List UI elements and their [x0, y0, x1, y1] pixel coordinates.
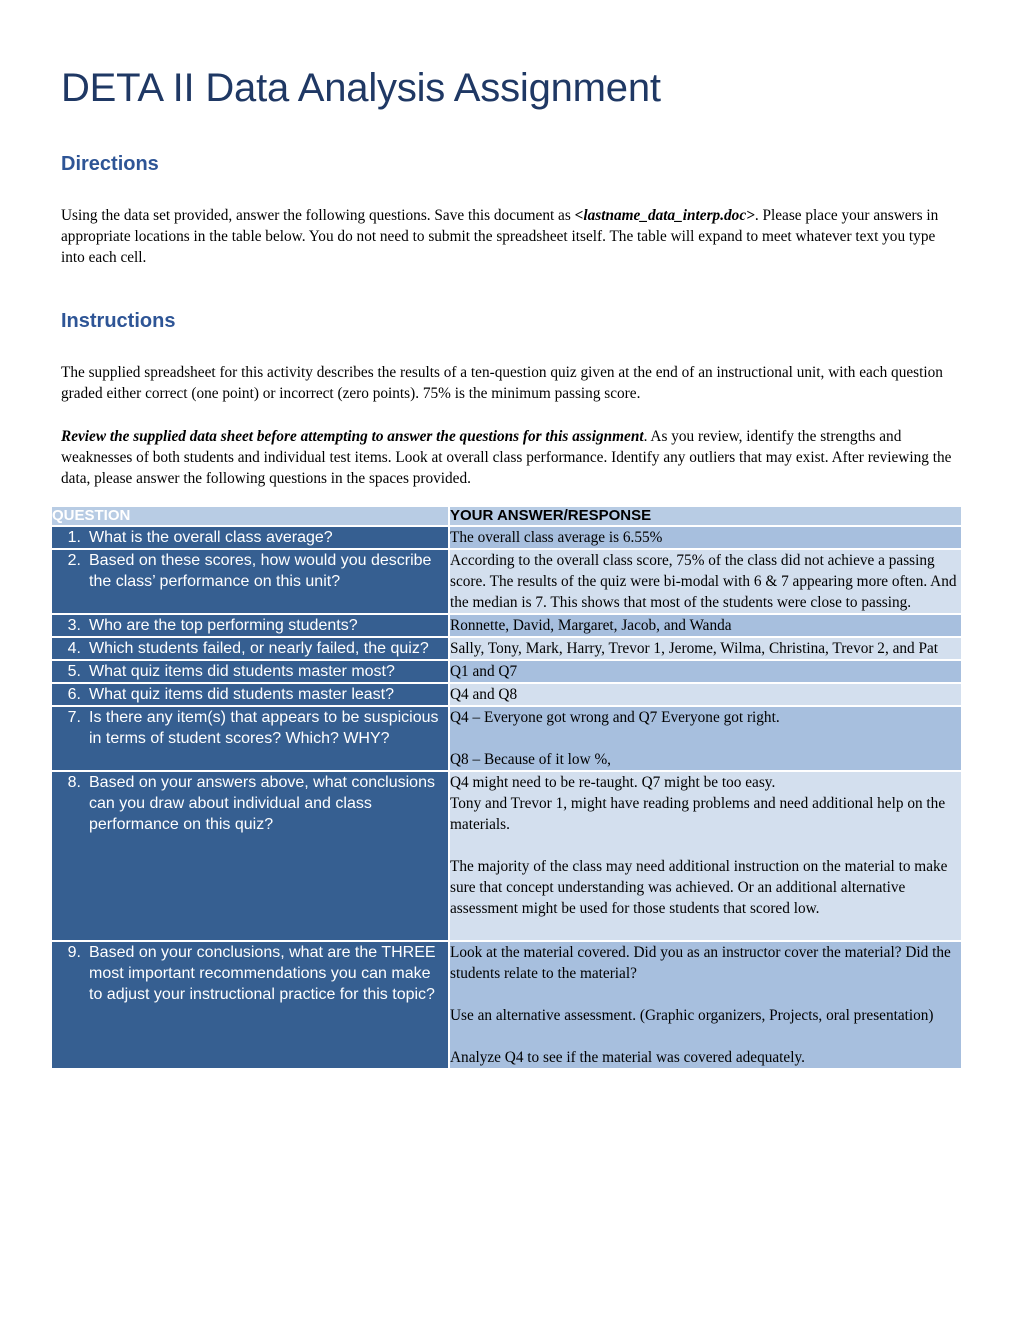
- question-answer-table: [52, 507, 961, 1070]
- answer-text: Sally, Tony, Mark, Harry, Trevor 1, Jerome, Wilma, Christina, Trevor 2, and Pat: [450, 640, 939, 657]
- answer-cell[interactable]: [450, 942, 961, 1070]
- instructions-heading: Instructions: [61, 310, 176, 332]
- answer-blank-line: [450, 728, 961, 749]
- table-row: [52, 527, 961, 550]
- answer-cell[interactable]: [450, 638, 961, 661]
- instructions-emphasis: Review the supplied data sheet before attempting to answer the questions for this assignment: [61, 428, 644, 445]
- answer-text: Analyze Q4 to see if the material was covered adequately.: [450, 1049, 805, 1066]
- directions-paragraph: [61, 205, 957, 268]
- question-cell: [52, 615, 450, 638]
- question-number: 5.: [67, 663, 81, 680]
- answer-text: Q8 – Because of it low %,: [450, 751, 612, 768]
- question-cell: [52, 684, 450, 707]
- answer-text: Q4 and Q8: [450, 686, 518, 703]
- question-text: Based on your conclusions, what are the THREE most important recommendations you can make to adjust your instructional practice for this topic?: [89, 944, 436, 1003]
- directions-text-2: . Please place your answers in appropriate locations in the table below. You do not need to submit the spreadsheet itself. The table will expand to meet whatever text you type into each cell.: [61, 207, 939, 266]
- table-row: [52, 638, 961, 661]
- answer-text: Q1 and Q7: [450, 663, 518, 680]
- answer-blank-line: [450, 835, 961, 856]
- answer-text: Tony and Trevor 1, might have reading problems and need additional help on the materials.: [450, 795, 946, 833]
- question-number: 6.: [67, 686, 81, 703]
- question-cell: [52, 707, 450, 772]
- question-number: 9.: [67, 944, 81, 961]
- table-row: [52, 684, 961, 707]
- answer-text: Ronnette, David, Margaret, Jacob, and Wanda: [450, 617, 732, 634]
- question-cell: [52, 942, 450, 1070]
- answer-cell[interactable]: [450, 550, 961, 615]
- table-row: [52, 661, 961, 684]
- question-text: Which students failed, or nearly failed, the quiz?: [89, 640, 429, 657]
- answer-text: According to the overall class score, 75% of the class did not achieve a passing score. The results of the quiz were bi-modal with 6 & 7 appearing more often. And the median is 7. This shows that most of the students were close to passing.: [450, 552, 957, 611]
- question-cell: [52, 527, 450, 550]
- question-text: Who are the top performing students?: [89, 617, 358, 634]
- answer-text: The overall class average is 6.55%: [450, 529, 663, 546]
- table-row: [52, 942, 961, 1070]
- instructions-paragraph-2: [61, 426, 957, 489]
- instructions-rest: . As you review, identify the strengths and weaknesses of both students and individual test items. Look at overall class performance. Identify any outliers that may exist. After reviewing the data, please answer the following questions in the spaces provided.: [61, 428, 952, 487]
- question-text: Based on these scores, how would you describe the class’ performance on this unit?: [89, 552, 432, 590]
- answer-blank-line: [450, 919, 961, 940]
- answer-blank-line: [450, 984, 961, 1005]
- page-title: DETA II Data Analysis Assignment: [61, 66, 661, 110]
- answer-cell[interactable]: [450, 772, 961, 942]
- answer-text: Look at the material covered. Did you as an instructor cover the material? Did the students relate to the material?: [450, 944, 951, 982]
- header-answer: YOUR ANSWER/RESPONSE: [450, 507, 961, 527]
- directions-text-1: Using the data set provided, answer the following questions. Save this document as: [61, 207, 575, 224]
- directions-filename: <lastname_data_interp.doc>: [574, 207, 755, 224]
- answer-text: Q4 might need to be re-taught. Q7 might be too easy.: [450, 774, 776, 791]
- question-cell: [52, 550, 450, 615]
- answer-text: The majority of the class may need additional instruction on the material to make sure that concept understanding was achieved. Or an additional alternative assessment might be used for those students that scored low.: [450, 858, 948, 917]
- question-number: 8.: [67, 774, 81, 791]
- answer-cell[interactable]: [450, 707, 961, 772]
- question-text: What quiz items did students master most?: [89, 663, 395, 680]
- question-number: 2.: [67, 552, 81, 569]
- question-text: What quiz items did students master least?: [89, 686, 395, 703]
- question-number: 7.: [67, 709, 81, 726]
- table-row: [52, 707, 961, 772]
- question-number: 3.: [67, 617, 81, 634]
- question-text: Is there any item(s) that appears to be suspicious in terms of student scores? Which? WHY?: [89, 709, 439, 747]
- question-cell: [52, 661, 450, 684]
- question-number: 4.: [67, 640, 81, 657]
- question-text: What is the overall class average?: [89, 529, 333, 546]
- answer-cell[interactable]: [450, 661, 961, 684]
- directions-heading: Directions: [61, 153, 159, 175]
- answer-blank-line: [450, 1026, 961, 1047]
- answer-cell[interactable]: [450, 527, 961, 550]
- answer-text: Use an alternative assessment. (Graphic organizers, Projects, oral presentation): [450, 1007, 934, 1024]
- instructions-paragraph-1: The supplied spreadsheet for this activity describes the results of a ten-question quiz given at the end of an instructional unit, with each question graded either correct (one point) or incorrect (zero points). 75% is the minimum passing score.: [61, 364, 943, 402]
- question-cell: [52, 772, 450, 942]
- table-row: [52, 550, 961, 615]
- table-row: [52, 772, 961, 942]
- table-row: [52, 615, 961, 638]
- table-header-row: [52, 507, 961, 527]
- question-number: 1.: [67, 529, 81, 546]
- answer-text: Q4 – Everyone got wrong and Q7 Everyone got right.: [450, 709, 780, 726]
- header-question: QUESTION: [52, 507, 450, 527]
- answer-cell[interactable]: [450, 684, 961, 707]
- question-text: Based on your answers above, what conclusions can you draw about individual and class performance on this quiz?: [89, 774, 435, 833]
- answer-cell[interactable]: [450, 615, 961, 638]
- question-cell: [52, 638, 450, 661]
